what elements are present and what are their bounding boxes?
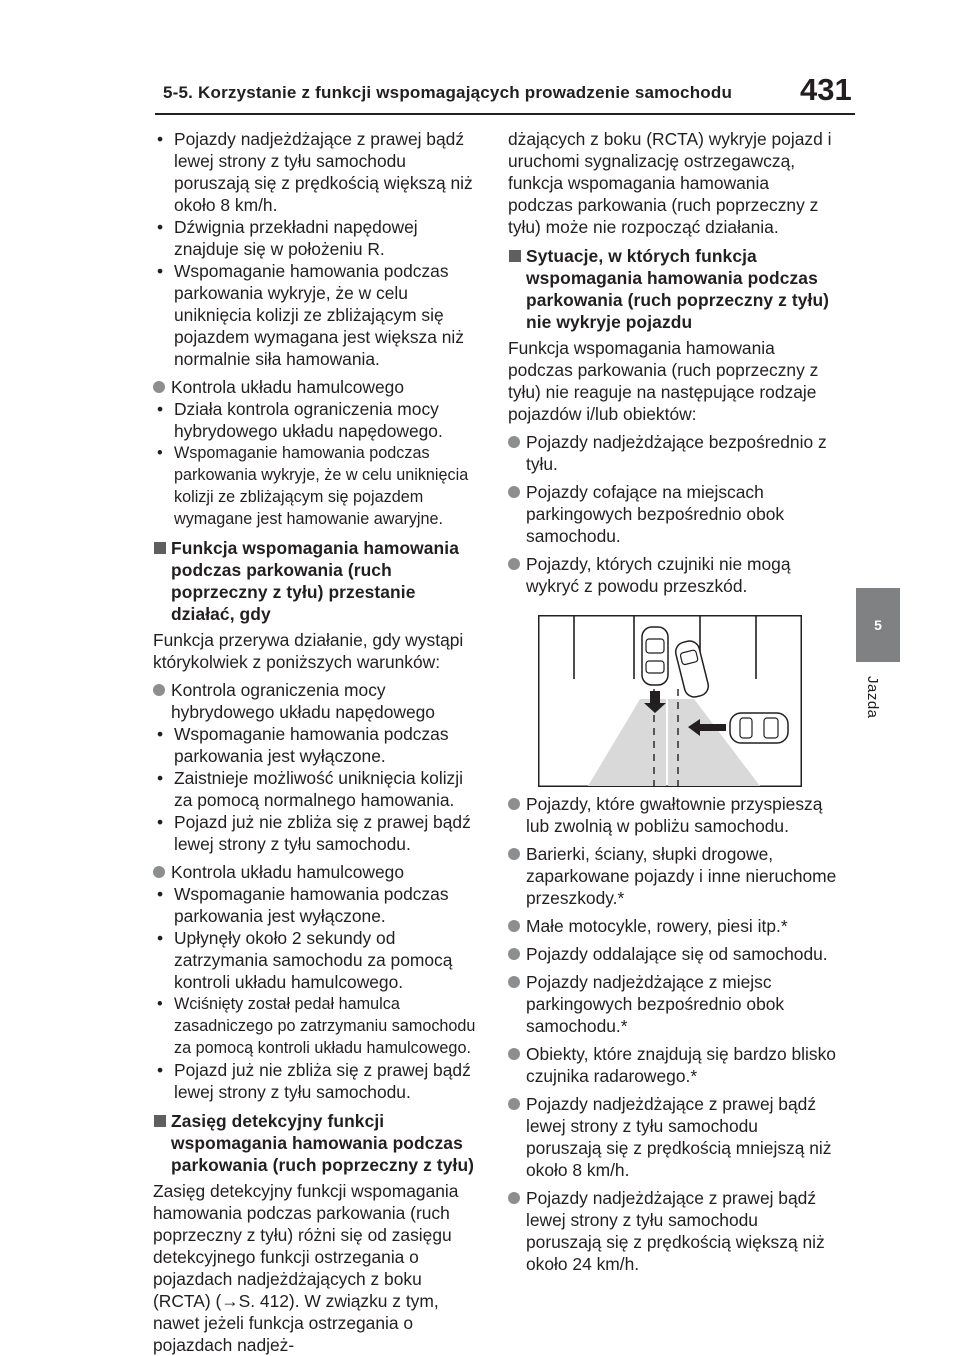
bullet-item: • Dźwignia przekładni napędowej znajduje się w położeniu R.	[153, 216, 483, 260]
circle-item: Pojazdy, które gwałtownie przyspieszą lub zwolnią w pobliżu samochodu.	[508, 793, 838, 837]
circle-item: Pojazdy nadjeżdżające z miejsc parkingowych bezpośrednio obok samochodu.*	[508, 971, 838, 1037]
bullet-item: • Działa kontrola ograniczenia mocy hybrydowego układu napędowego.	[153, 398, 483, 442]
circle-item: Pojazdy nadjeżdżające z prawej bądź lewej strony z tyłu samochodu poruszają się z prędkością mniejszą niż około 8 km/h.	[508, 1093, 838, 1181]
circle-item: Pojazdy oddalające się od samochodu.	[508, 943, 838, 965]
bullet-item: • Wspomaganie hamowania podczas parkowania wykryje, że w celu uniknięcia kolizji ze zbliżającym się pojazdem wymagana jest większa niż normalnie siła hamowania.	[153, 260, 483, 370]
bullet-item: • Wciśnięty został pedał hamulca zasadniczego po zatrzymaniu samochodu za pomocą kontroli układu hamulcowego.	[153, 993, 483, 1059]
own-car-icon	[642, 627, 668, 685]
section-heading: Zasięg detekcyjny funkcji wspomagania hamowania podczas parkowania (ruch poprzeczny z tyłu)	[153, 1110, 483, 1176]
section-heading: Sytuacje, w których funkcja wspomagania hamowania podczas parkowania (ruch poprzeczny z tyłu) nie wykryje pojazdu	[508, 245, 838, 333]
paragraph: dżających z boku (RCTA) wykryje pojazd i uruchomi sygnalizację ostrzegawczą, funkcja wspomagania hamowania podczas parkowania (ruch poprzeczny z tyłu) może nie rozpocząć działania.	[508, 129, 832, 237]
header-divider	[155, 113, 855, 115]
bullet-item: • Wspomaganie hamowania podczas parkowania jest wyłączone.	[153, 723, 483, 767]
chapter-label: Jazda	[864, 676, 881, 719]
bullet-item: • Pojazd już nie zbliża się z prawej bądź lewej strony z tyłu samochodu.	[153, 1059, 483, 1103]
paragraph: Zasięg detekcyjny funkcji wspomagania hamowania podczas parkowania (ruch poprzeczny z tyłu) różni się od zasięgu detekcyjnego funkcji ostrzegania o pojazdach nadjeżdżających z boku (RCTA) (→S. 412). W związku z tym, nawet jeżeli funkcja ostrzegania o pojazdach nadjeż-	[153, 1181, 459, 1355]
chapter-tab[interactable]: 5	[856, 588, 900, 662]
paragraph: Funkcja przerywa działanie, gdy wystąpi którykolwiek z poniższych warunków:	[153, 630, 464, 672]
section-heading: Funkcja wspomagania hamowania podczas parkowania (ruch poprzeczny z tyłu) przestanie działać, gdy	[153, 537, 483, 625]
circle-item: Pojazdy nadjeżdżające bezpośrednio z tyłu.	[508, 431, 838, 475]
parking-illustration	[538, 615, 802, 787]
circle-item: Kontrola układu hamulcowego	[153, 376, 483, 398]
circle-item: Pojazdy nadjeżdżające z prawej bądź lewej strony z tyłu samochodu poruszają się z prędkością większą niż około 24 km/h.	[508, 1187, 838, 1275]
bullet-item: • Wspomaganie hamowania podczas parkowania jest wyłączone.	[153, 883, 483, 927]
bullet-item: • Pojazdy nadjeżdżające z prawej bądź lewej strony z tyłu samochodu poruszają się z prędkością większą niż około 8 km/h.	[153, 128, 483, 216]
paragraph: Funkcja wspomagania hamowania podczas parkowania (ruch poprzeczny z tyłu) nie reaguje na następujące rodzaje pojazdów i/lub obiektów:	[508, 338, 819, 424]
circle-item: Małe motocykle, rowery, piesi itp.*	[508, 915, 838, 937]
approaching-car-icon	[730, 713, 788, 743]
circle-item: Kontrola ograniczenia mocy hybrydowego układu napędowego	[153, 679, 483, 723]
right-column	[508, 128, 838, 1275]
section-title: 5-5. Korzystanie z funkcji wspomagających prowadzenie samochodu	[163, 83, 733, 102]
circle-item: Pojazdy cofające na miejscach parkingowych bezpośrednio obok samochodu.	[508, 481, 838, 547]
bullet-item: • Pojazd już nie zbliża się z prawej bądź lewej strony z tyłu samochodu.	[153, 811, 483, 855]
left-column	[153, 128, 483, 1356]
circle-item: Kontrola układu hamulcowego	[153, 861, 483, 883]
parking-diagram	[538, 615, 802, 787]
page-number: 431	[800, 72, 852, 107]
page-header	[0, 0, 960, 120]
circle-item: Barierki, ściany, słupki drogowe, zaparkowane pojazdy i inne nieruchome przeszkody.*	[508, 843, 838, 909]
circle-item: Pojazdy, których czujniki nie mogą wykryć z powodu przeszkód.	[508, 553, 838, 597]
bullet-item: • Upłynęły około 2 sekundy od zatrzymania samochodu za pomocą kontroli układu hamulcowego.	[153, 927, 483, 993]
bullet-item: • Wspomaganie hamowania podczas parkowania wykryje, że w celu uniknięcia kolizji ze zbliżającym się pojazdem wymagane jest hamowanie awaryjne.	[153, 442, 483, 530]
bullet-item: • Zaistnieje możliwość uniknięcia kolizji za pomocą normalnego hamowania.	[153, 767, 483, 811]
circle-item: Obiekty, które znajdują się bardzo blisko czujnika radarowego.*	[508, 1043, 838, 1087]
